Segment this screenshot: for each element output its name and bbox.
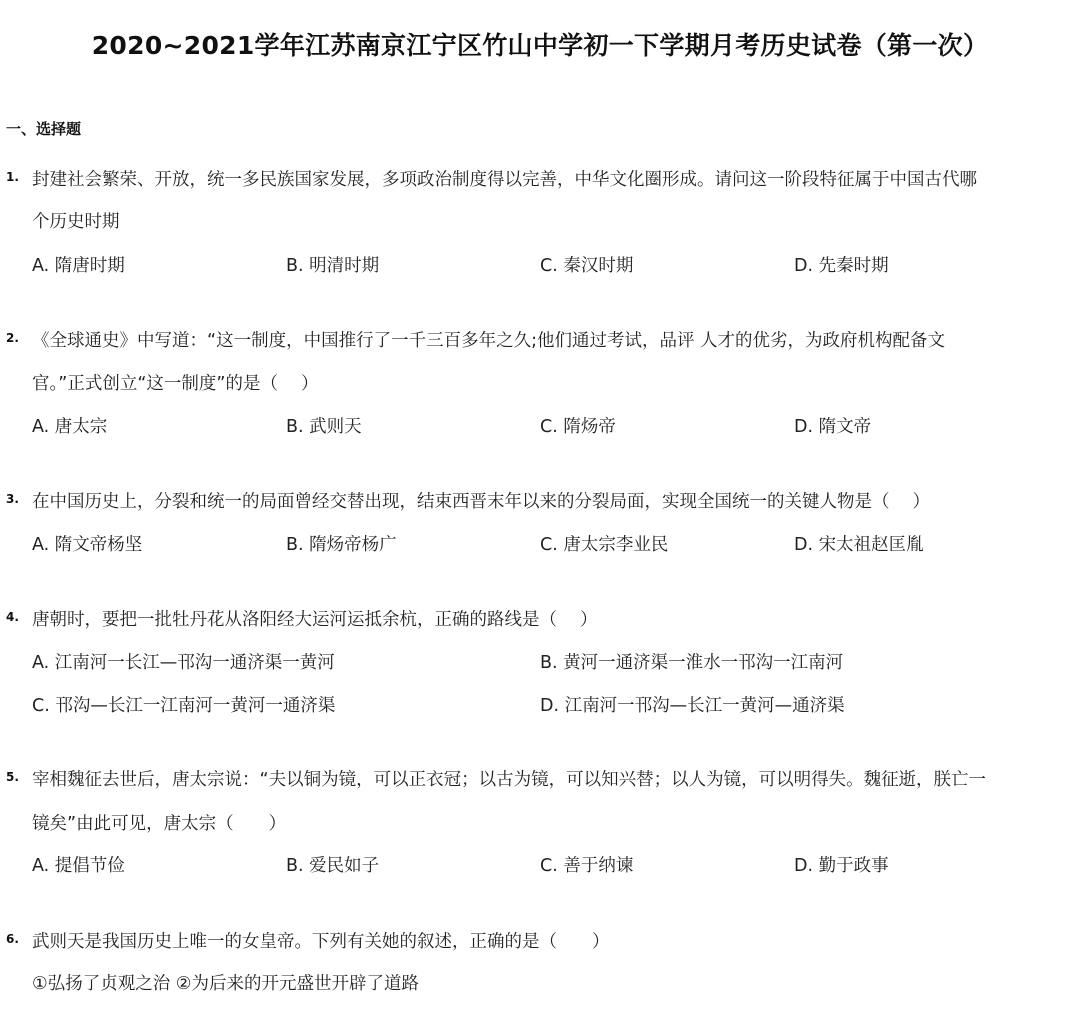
question-number: 1.: [6, 170, 19, 184]
question-number: 3.: [6, 492, 19, 506]
option-d[interactable]: D. 勤于政事: [794, 856, 889, 876]
question-text-line: 唐朝时，要把一批牡丹花从洛阳经大运河运抵余杭，正确的路线是（ ）: [32, 610, 598, 630]
question-number: 6.: [6, 932, 19, 946]
question-text-line: 武则天是我国历史上唯一的女皇帝。下列有关她的叙述，正确的是（ ）: [32, 932, 610, 952]
option-b[interactable]: B. 黄河一通济渠一淮水一邗沟一江南河: [540, 653, 844, 673]
section-heading: 一、选择题: [6, 120, 82, 138]
option-a[interactable]: A. 江南河一长江—邗沟一通济渠一黄河: [32, 653, 335, 673]
option-c[interactable]: C. 隋炀帝: [540, 417, 616, 437]
option-a[interactable]: A. 提倡节俭: [32, 856, 125, 876]
question-text-line: 宰相魏征去世后，唐太宗说：“夫以铜为镜，可以正衣冠；以古为镜，可以知兴替；以人为镜，可以明得失。魏征逝，朕亡一: [32, 770, 987, 790]
question-text-line: 在中国历史上，分裂和统一的局面曾经交替出现，结束西晋末年以来的分裂局面，实现全国统一的关键人物是（ ）: [32, 492, 931, 512]
question-text-line: 官。”正式创立“这一制度”的是（ ）: [32, 374, 319, 394]
option-b[interactable]: B. 明清时期: [286, 256, 380, 276]
option-c[interactable]: C. 秦汉时期: [540, 256, 634, 276]
question-text-line: 《全球通史》中写道：“这一制度，中国推行了一千三百多年之久;他们通过考试，品评 人才的优劣，为政府机构配备文: [32, 331, 946, 351]
document-title: 2020~2021学年江苏南京江宁区竹山中学初一下学期月考历史试卷（第一次）: [91, 31, 989, 60]
option-a[interactable]: A. 隋文帝杨坚: [32, 535, 143, 555]
option-d[interactable]: D. 江南河一邗沟—长江一黄河—通济渠: [540, 696, 845, 716]
question-text-line: ①弘扬了贞观之治 ②为后来的开元盛世开辟了道路: [32, 974, 419, 994]
question-text-line: 镜矣”由此可见，唐太宗（ ）: [32, 814, 287, 834]
question-number: 5.: [6, 770, 19, 784]
option-d[interactable]: D. 先秦时期: [794, 256, 889, 276]
option-c[interactable]: C. 邗沟—长江一江南河一黄河一通济渠: [32, 696, 336, 716]
question-number: 4.: [6, 610, 19, 624]
option-a[interactable]: A. 唐太宗: [32, 417, 108, 437]
option-d[interactable]: D. 隋文帝: [794, 417, 872, 437]
option-b[interactable]: B. 爱民如子: [286, 856, 380, 876]
option-b[interactable]: B. 武则天: [286, 417, 362, 437]
option-d[interactable]: D. 宋太祖赵匡胤: [794, 535, 924, 555]
question-text-line: 封建社会繁荣、开放，统一多民族国家发展，多项政治制度得以完善，中华文化圈形成。请问这一阶段特征属于中国古代哪: [32, 170, 977, 190]
question-text-line: 个历史时期: [32, 212, 120, 232]
option-a[interactable]: A. 隋唐时期: [32, 256, 125, 276]
option-c[interactable]: C. 善于纳谏: [540, 856, 634, 876]
option-c[interactable]: C. 唐太宗李业民: [540, 535, 669, 555]
question-number: 2.: [6, 331, 19, 345]
option-b[interactable]: B. 隋炀帝杨广: [286, 535, 397, 555]
